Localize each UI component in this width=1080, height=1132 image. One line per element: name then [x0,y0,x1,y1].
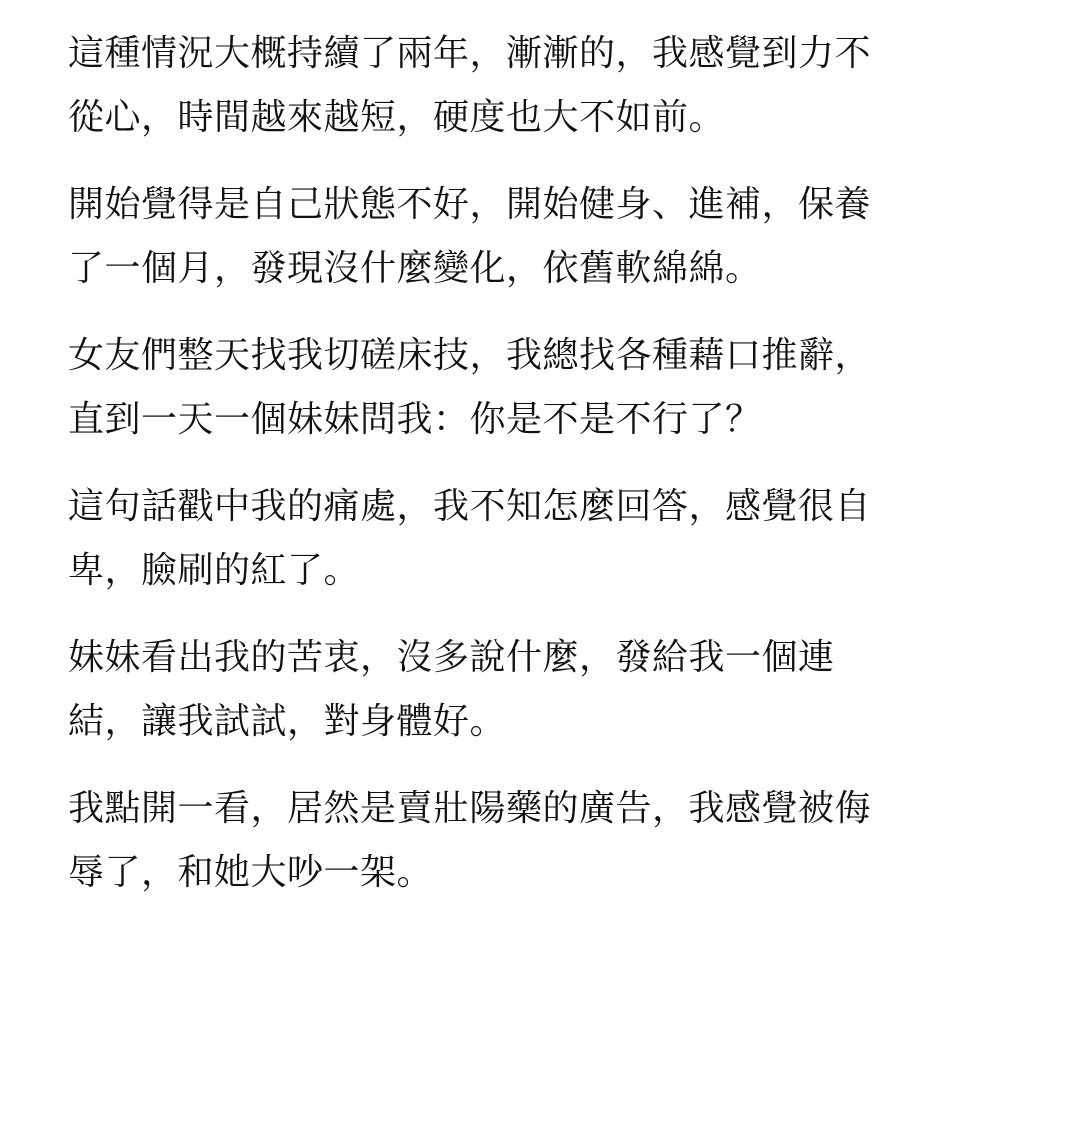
text-line: 這種情況大概持續了兩年，漸漸的，我感覺到力不 [68,33,872,74]
text-line: 從心，時間越來越短，硬度也大不如前。 [68,97,726,138]
article-body [68,22,1003,928]
text-line: 辱了，和她大吵一架。 [68,852,434,893]
text-line: 女友們整天找我切磋床技，我總找各種藉口推辭， [68,335,872,376]
text-line: 了一個月，發現沒什麼變化，依舊軟綿綿。 [68,248,762,289]
paragraph [68,626,1003,754]
paragraph [68,777,1003,905]
paragraph [68,173,1003,301]
text-line: 直到一天一個妹妹問我：你是不是不行了？ [68,399,762,440]
text-line: 妹妹看出我的苦衷，沒多說什麼，發給我一個連 [68,637,835,678]
paragraph [68,475,1003,603]
paragraph [68,22,1003,150]
paragraph [68,324,1003,452]
text-line: 開始覺得是自己狀態不好，開始健身、進補，保養 [68,184,872,225]
text-line: 結，讓我試試，對身體好。 [68,701,507,742]
text-line: 卑，臉刷的紅了。 [68,550,361,591]
text-line: 這句話戳中我的痛處，我不知怎麼回答，感覺很自 [68,486,872,527]
text-line: 我點開一看，居然是賣壯陽藥的廣告，我感覺被侮 [68,788,872,829]
